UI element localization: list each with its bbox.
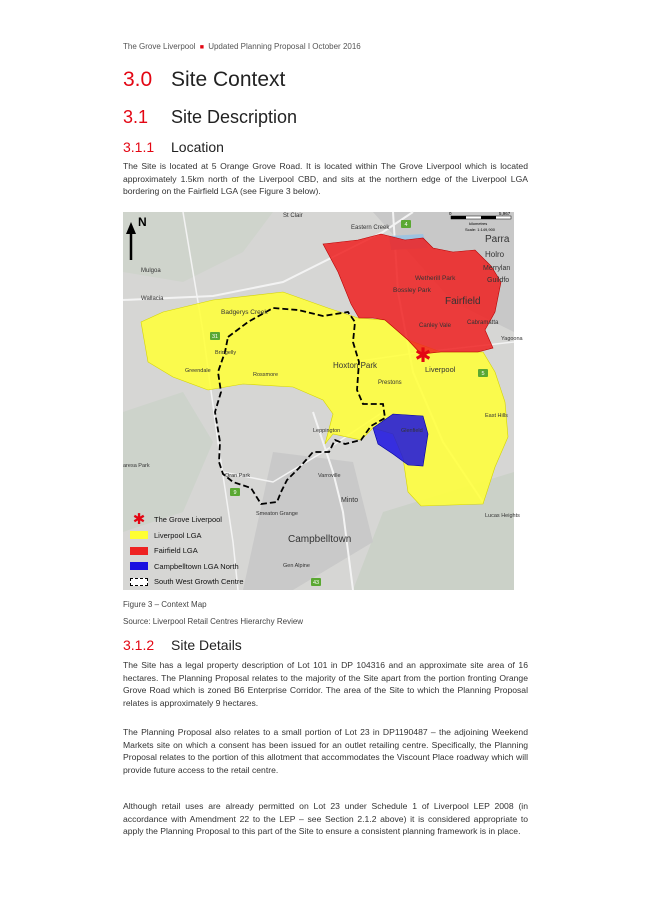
map-place-label: Greendale — [185, 368, 211, 374]
running-header — [123, 42, 361, 51]
map-place-label: Badgerys Creek — [221, 309, 268, 316]
header-document: Updated Planning Proposal I October 2016 — [208, 42, 361, 51]
map-place-label: Merrylan — [483, 265, 511, 272]
map-place-label: Gen Alpine — [283, 563, 310, 569]
map-place-label: Yagoona — [501, 336, 523, 342]
map-place-label: Bringelly — [215, 350, 237, 356]
map-place-label: Lucas Heights — [485, 513, 520, 519]
figure-caption: Figure 3 – Context Map — [123, 600, 207, 609]
map-place-label: Canley Vale — [419, 323, 451, 329]
scale-start-label: 0 — [449, 211, 452, 216]
road-shield-label: 43 — [312, 580, 320, 586]
legend-label: The Grove Liverpool — [154, 515, 222, 525]
map-place-label: Wetherill Park — [415, 275, 456, 282]
map-place-label: East Hills — [485, 413, 508, 419]
map-place-label: St Clair — [283, 213, 303, 219]
map-place-label: Bossley Park — [393, 287, 431, 294]
road-shield-icon — [230, 488, 240, 496]
road-shield-icon — [210, 332, 220, 340]
map-place-label: Liverpool — [425, 365, 456, 374]
legend-item — [130, 512, 280, 528]
site-star-icon: ✱ — [414, 343, 432, 367]
subsection-heading — [123, 107, 297, 128]
map-place-label: Cabramatta — [467, 320, 499, 326]
subsection-number: 3.1 — [123, 107, 149, 127]
site-details-number: 3.1.2 — [123, 637, 155, 653]
map-place-label: Minto — [341, 497, 359, 504]
road-shield-icon — [478, 369, 488, 377]
map-place-label: aresa Park — [123, 463, 150, 469]
location-number: 3.1.1 — [123, 139, 155, 155]
section-number: 3.0 — [123, 68, 153, 91]
section-heading — [123, 68, 285, 92]
location-title: Location — [171, 139, 224, 155]
map-place-label: Varroville — [318, 473, 341, 479]
legend-label: South West Growth Centre — [154, 577, 244, 587]
road-shield-icon — [401, 220, 411, 228]
header-project: The Grove Liverpool — [123, 42, 196, 51]
context-map — [123, 211, 523, 590]
map-place-label: Glenfield — [401, 428, 423, 434]
scale-bar — [451, 216, 511, 219]
map-place-label: Wallacia — [141, 296, 164, 302]
map-place-label: Hoxton Park — [333, 361, 378, 370]
legend-swatch — [130, 562, 148, 570]
subsection-title: Site Description — [171, 107, 298, 127]
map-place-label: Smeaton Grange — [256, 511, 298, 517]
site-details-paragraph: Although retail uses are already permitted on Lot 23 under Schedule 1 of Liverpool LEP 2008 (in accordance with Amendment 22 to the LEP – see Section 2.1.2 above) it is considered appropriate to apply the Planning Proposal to this part of the Site to ensure a consistent planning framework is in place. — [123, 801, 528, 837]
figure-source: Source: Liverpool Retail Centres Hierarchy Review — [123, 617, 304, 626]
map-place-label: Leppington — [313, 428, 341, 434]
map-place-label: Campbelltown — [288, 534, 352, 545]
scale-end-label: 5,967 — [499, 211, 511, 216]
scale-units-label: kilometres — [469, 221, 488, 226]
site-details-paragraph: The Planning Proposal also relates to a small portion of Lot 23 in DP1190487 – the adjoining Weekend Markets site on which a consent has been issued for an outlet retailing centre. Specifically, the Planning Proposal relates to the portion of this allotment that accommodates the Viscount Place roadway which will provide future access to the retail centre. — [123, 727, 528, 775]
section-title: Site Context — [171, 68, 286, 91]
site-details-title: Site Details — [171, 637, 242, 653]
legend-swatch — [130, 531, 148, 539]
legend-label: Liverpool LGA — [154, 530, 202, 540]
map-place-label: Prestons — [378, 380, 402, 386]
map-place-label: Rossmore — [253, 372, 279, 378]
map-place-label: Holro — [485, 250, 505, 259]
map-place-label: Parra — [485, 234, 510, 245]
north-label: N — [138, 215, 147, 229]
legend-label: Campbelltown LGA North — [154, 561, 239, 571]
header-separator-icon: ■ — [199, 44, 204, 51]
map-place-label: Eastern Creek — [351, 225, 390, 231]
road-shield-label: 5 — [481, 371, 485, 377]
map-place-label: Fairfield — [445, 296, 481, 307]
location-paragraph: The Site is located at 5 Orange Grove Road. It is located within The Grove Liverpool which is located approximately 1.5km north of the Liverpool CBD, and sits at the northern edge of the Liverpool LGA bordering on the Fairfield LGA (see Figure 3 below). — [123, 161, 528, 197]
road-shield-label: 31 — [211, 334, 219, 340]
site-details-paragraph: The Site has a legal property description of Lot 101 in DP 104316 and an approximate site area of 16 hectares. The Planning Proposal relates to the majority of the Site apart from the portion fronting Orange Grove Road which is zoned B6 Enterprise Corridor. The area of the Site to which the Planning Proposal relates is approximately 9 hectares. — [123, 660, 528, 708]
site-details-heading — [123, 637, 242, 653]
legend-item — [130, 543, 280, 559]
map-place-label: Mulgoa — [141, 268, 161, 274]
legend-item — [130, 559, 280, 575]
map-legend — [130, 512, 280, 590]
legend-item — [130, 574, 280, 590]
legend-item — [130, 528, 280, 544]
map-place-label: Oran Park — [225, 473, 251, 479]
location-heading — [123, 139, 224, 155]
legend-swatch — [130, 547, 148, 555]
road-shield-icon — [311, 578, 321, 586]
scale-ratio-label: Scale: 1:149,900 — [465, 227, 496, 232]
road-shield-label: 4 — [404, 222, 408, 228]
legend-label: Fairfield LGA — [154, 546, 198, 556]
road-shield-label: 9 — [233, 490, 237, 496]
legend-swatch — [130, 578, 148, 586]
legend-star-icon: ✱ — [132, 510, 146, 528]
map-place-label: Guildfo — [487, 277, 510, 284]
